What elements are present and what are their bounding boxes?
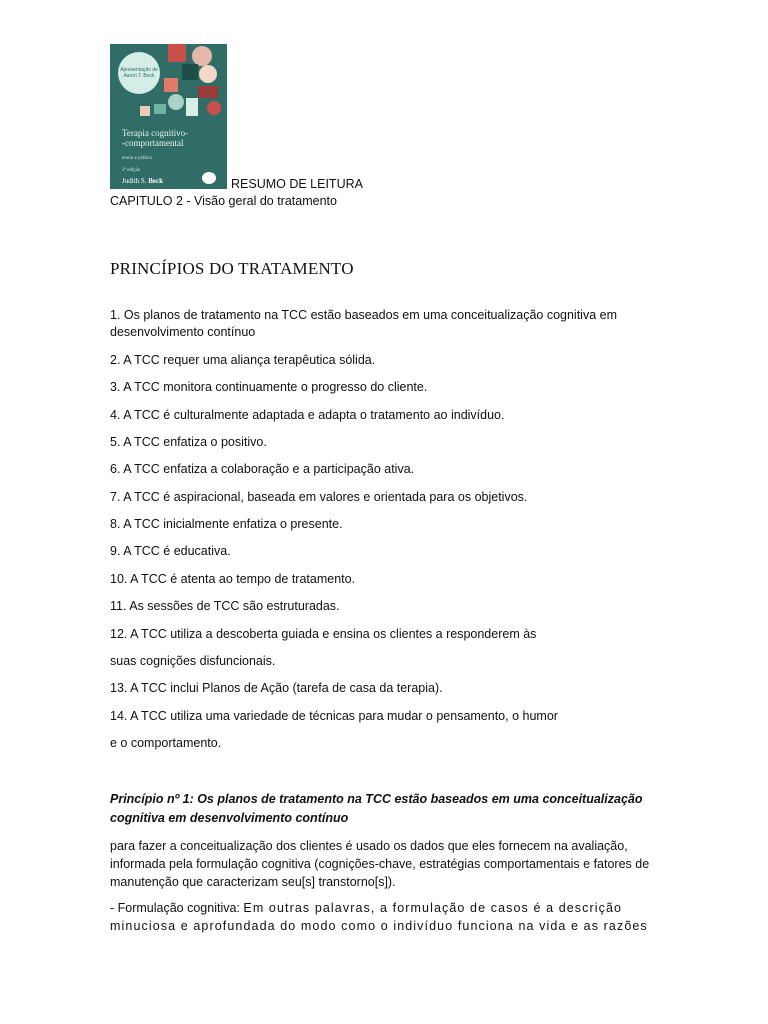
principle-line: 14. A TCC utiliza uma variedade de técnicas para mudar o pensamento, o humor: [110, 709, 558, 723]
book-cover-image: [110, 44, 227, 189]
principle-line: 4. A TCC é culturalmente adaptada e adapta o tratamento ao indivíduo.: [110, 408, 505, 422]
principle-line: 10. A TCC é atenta ao tempo de tratamento.: [110, 572, 356, 586]
cover-title: [122, 128, 227, 148]
cover-badge: Apresentação de Aaron T. Beck: [118, 52, 160, 94]
cover-title-line2: -comportamental: [122, 138, 184, 148]
cover-author: [122, 177, 163, 185]
publisher-logo-icon: [202, 172, 216, 184]
principle-line: 12. A TCC utiliza a descoberta guiada e ensina os clientes a responderem às: [110, 627, 537, 641]
cover-author-first: Judith S.: [122, 177, 147, 185]
reading-summary-label: RESUMO DE LEITURA: [231, 177, 363, 191]
principle-line: 11. As sessões de TCC são estruturadas.: [110, 599, 340, 613]
cover-edition: 3ª edição: [122, 168, 141, 173]
principle-line: 1. Os planos de tratamento na TCC estão baseados em uma conceitualização cognitiva em: [110, 308, 617, 322]
principle-line: suas cognições disfuncionais.: [110, 654, 276, 668]
principle-1-paragraph: para fazer a conceitualização dos clientes é usado os dados que eles fornecem na avaliação, informada pela formulação cognitiva (cognições-chave, estratégias comportamentais e fatores de manutenção que caracterizam seu[s] transtorno[s]).: [110, 839, 650, 889]
cover-subtitle: teoria e prática: [122, 156, 152, 161]
section-heading: PRINCÍPIOS DO TRATAMENTO: [110, 259, 354, 278]
principle-line: 8. A TCC inicialmente enfatiza o presente.: [110, 517, 343, 531]
principle-line: 7. A TCC é aspiracional, baseada em valores e orientada para os objetivos.: [110, 490, 528, 504]
principle-line: 9. A TCC é educativa.: [110, 544, 231, 558]
principle-line: 2. A TCC requer uma aliança terapêutica sólida.: [110, 353, 376, 367]
principle-line: 13. A TCC inclui Planos de Ação (tarefa de casa da terapia).: [110, 681, 443, 695]
cover-author-last: Beck: [148, 177, 164, 185]
principle-line: desenvolvimento contínuo: [110, 325, 256, 339]
principle-1-title: Princípio nº 1: Os planos de tratamento na TCC estão baseados em uma conceitualização cognitiva em desenvolvimento contínuo: [110, 792, 643, 825]
principle-line: 6. A TCC enfatiza a colaboração e a participação ativa.: [110, 462, 415, 476]
principle-line: 5. A TCC enfatiza o positivo.: [110, 435, 267, 449]
principle-line: e o comportamento.: [110, 736, 222, 750]
cover-title-line1: Terapia cognitivo-: [122, 128, 189, 138]
chapter-title: CAPITULO 2 - Visão geral do tratamento: [110, 194, 337, 208]
formulation-label: - Formulação cognitiva:: [110, 901, 244, 915]
formulation-paragraph: [110, 899, 655, 935]
principle-line: 3. A TCC monitora continuamente o progresso do cliente.: [110, 380, 428, 394]
formulation-text: Em outras palavras, a formulação de casos é a descrição minuciosa e aprofundada do modo como o indivíduo funciona na vida e as razões: [110, 901, 648, 933]
